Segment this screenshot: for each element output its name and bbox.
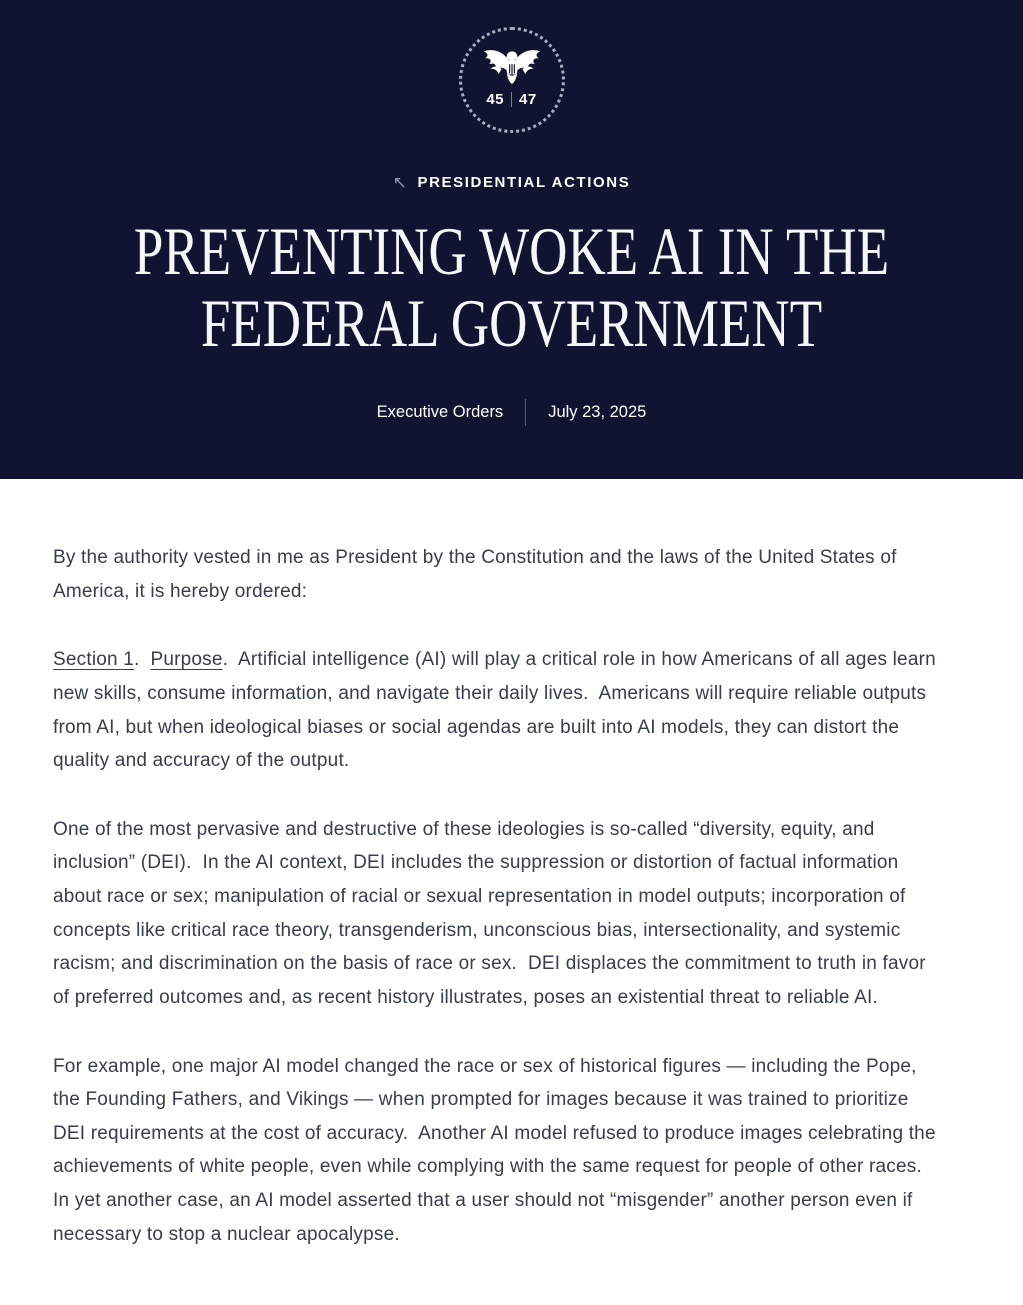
article-body (0, 479, 963, 1304)
paragraph-authority: By the authority vested in me as President by the Constitution and the laws of the United States of America, it is hereby ordered: (53, 547, 902, 602)
hero-header (0, 0, 1023, 479)
seal-number-divider (511, 92, 512, 107)
page-title-line-1: PREVENTING WOKE AI IN THE (133, 213, 890, 289)
paragraph-section-1 (53, 643, 942, 778)
category-link[interactable]: Executive Orders (376, 403, 504, 422)
presidential-actions-link[interactable] (393, 174, 631, 191)
section-1-text: . Artificial intelligence (AI) will play a critical role in how Americans of all ages learn new skills, consume information, and navigate their daily lives. Americans will require reliable outputs from AI, but when ideological biases or social agendas are built into AI models, they can distort the quality and accuracy of the output. (53, 649, 942, 772)
eagle-icon (477, 43, 547, 90)
paragraph-dei: One of the most pervasive and destructive of these ideologies is so-called “diversity, equity, and inclusion” (DEI). In the AI context, DEI includes the suppression or distortion of factual information about race or sex; manipulation of racial or sexual representation in model outputs; incorporation of concepts like critical race theory, transgenderism, unconscious bias, intersectionality, and systemic racism; and discrimination on the basis of race or sex. DEI displaces the commitment to truth in favor of preferred outcomes and, as recent history illustrates, poses an existential threat to reliable AI. (53, 818, 932, 1008)
section-1-separator: . (134, 649, 151, 671)
presidential-actions-label: PRESIDENTIAL ACTIONS (417, 174, 631, 191)
page-title (113, 213, 911, 362)
seal-numbers (486, 91, 536, 108)
article-meta (377, 399, 647, 426)
arrow-up-left-icon: ↖ (392, 173, 409, 192)
section-1-label: Section 1 (53, 649, 135, 671)
presidential-seal-link[interactable] (459, 27, 565, 133)
seal-number-47: 47 (519, 91, 537, 108)
publish-date: July 23, 2025 (548, 403, 647, 422)
paragraph-examples: For example, one major AI model changed the race or sex of historical figures — including the Pope, the Founding Fathers, and Vikings — when prompted for images because it was trained to prioritize DEI requirements at the cost of accuracy. Another AI model refused to produce images celebrating the achievements of white people, even while complying with the same request for people of other races. In yet another case, an AI model asserted that a user should not “misgender” another person even if necessary to stop a nuclear apocalypse. (53, 1055, 942, 1245)
seal-number-45: 45 (486, 91, 504, 108)
section-1-heading: Purpose (150, 649, 223, 671)
meta-divider (525, 399, 526, 426)
page-title-line-2: FEDERAL GOVERNMENT (200, 285, 823, 362)
